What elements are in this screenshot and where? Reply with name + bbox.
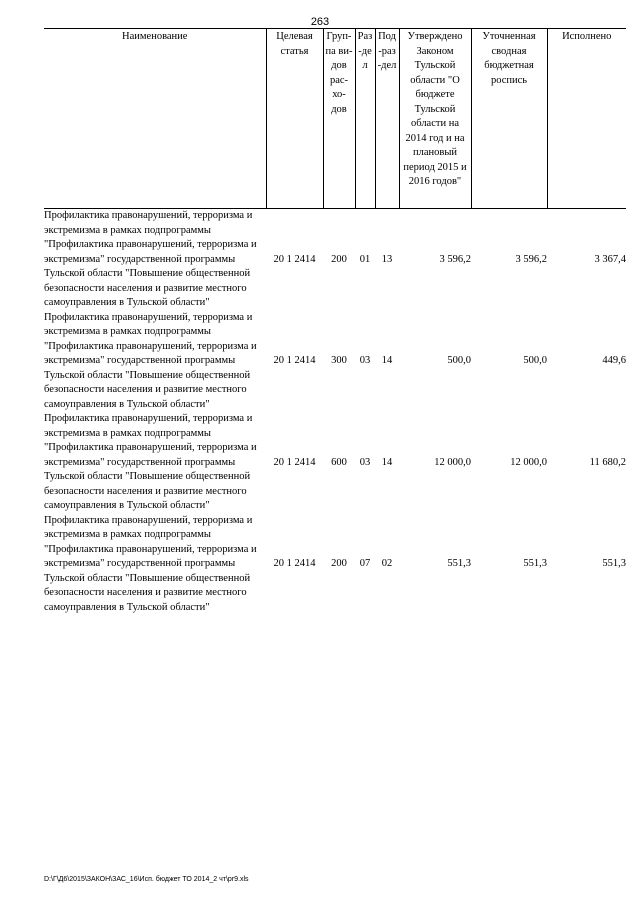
row-executed: 449,6 xyxy=(602,355,626,366)
page-number: 263 xyxy=(310,16,330,28)
row-executed: 3 367,4 xyxy=(594,253,626,265)
header-subsection: Под-раз-дел xyxy=(375,29,399,209)
row-executed: 11 680,2 xyxy=(589,456,626,468)
header-section: Раз-дел xyxy=(355,29,375,209)
row-section: 07 xyxy=(359,558,371,569)
header-name: Наименование xyxy=(44,29,266,209)
row-executed: 551,3 xyxy=(602,558,626,569)
header-target: Целевая статья xyxy=(266,29,323,209)
row-section: 01 xyxy=(359,253,371,265)
row-name: Профилактика правонарушений, терроризма и экстремизма в рамках подпрограммы "Профилактика правонарушений, терроризма и экстремизма" государственной программы Тульской области "Повышение общественной безопасности населения и развитие местного самоуправления в Тульской области" xyxy=(44,514,257,613)
row-group: 600 xyxy=(331,456,347,468)
table-row xyxy=(44,412,626,514)
table-row xyxy=(44,311,626,413)
row-section: 03 xyxy=(359,355,371,366)
table-header-row xyxy=(44,29,626,209)
row-group: 300 xyxy=(331,355,347,366)
row-approved: 12 000,0 xyxy=(434,456,471,468)
file-path-footer: D:\Г\Д6\2015\ЗАКОН\ЗАС_16\Исп. бюджет ТО 2014_2 чт\pr9.xls xyxy=(44,876,249,883)
row-subsection: 14 xyxy=(381,456,393,468)
row-name: Профилактика правонарушений, терроризма и экстремизма в рамках подпрограммы "Профилактика правонарушений, терроризма и экстремизма" государственной программы Тульской области "Повышение общественной безопасности населения и развитие местного самоуправления в Тульской области" xyxy=(44,413,257,511)
header-revised: Уточненная сводная бюджетная роспись xyxy=(471,29,547,209)
row-target: 20 1 2414 xyxy=(273,355,316,366)
header-expense-group: Груп-па ви-дов рас-хо-дов xyxy=(323,29,355,209)
budget-table xyxy=(44,28,626,615)
row-target: 20 1 2414 xyxy=(273,253,316,265)
header-executed: Исполнено xyxy=(547,29,626,209)
row-revised: 500,0 xyxy=(523,355,547,366)
row-group: 200 xyxy=(331,253,347,265)
table-row xyxy=(44,514,626,616)
row-name: Профилактика правонарушений, терроризма и экстремизма в рамках подпрограммы "Профилактика правонарушений, терроризма и экстремизма" государственной программы Тульской области "Повышение общественной безопасности населения и развитие местного самоуправления в Тульской области" xyxy=(44,311,257,410)
table-row xyxy=(44,209,626,311)
row-revised: 551,3 xyxy=(523,558,547,569)
row-subsection: 14 xyxy=(381,355,393,366)
row-subsection: 02 xyxy=(381,558,393,569)
row-revised: 3 596,2 xyxy=(515,253,547,265)
row-approved: 551,3 xyxy=(447,558,471,569)
header-approved: Утверждено Законом Тульской области "О бюджете Тульской области на 2014 год и на плановый период 2015 и 2016 годов" xyxy=(399,29,471,209)
row-group: 200 xyxy=(331,558,347,569)
row-approved: 3 596,2 xyxy=(439,253,471,265)
row-subsection: 13 xyxy=(381,253,393,265)
row-target: 20 1 2414 xyxy=(273,456,316,468)
row-target: 20 1 2414 xyxy=(273,558,316,569)
row-section: 03 xyxy=(359,456,371,468)
row-name: Профилактика правонарушений, терроризма и экстремизма в рамках подпрограммы "Профилактика правонарушений, терроризма и экстремизма" государственной программы Тульской области "Повышение общественной безопасности населения и развитие местного самоуправления в Тульской области" xyxy=(44,210,257,308)
row-approved: 500,0 xyxy=(447,355,471,366)
row-revised: 12 000,0 xyxy=(510,456,547,468)
